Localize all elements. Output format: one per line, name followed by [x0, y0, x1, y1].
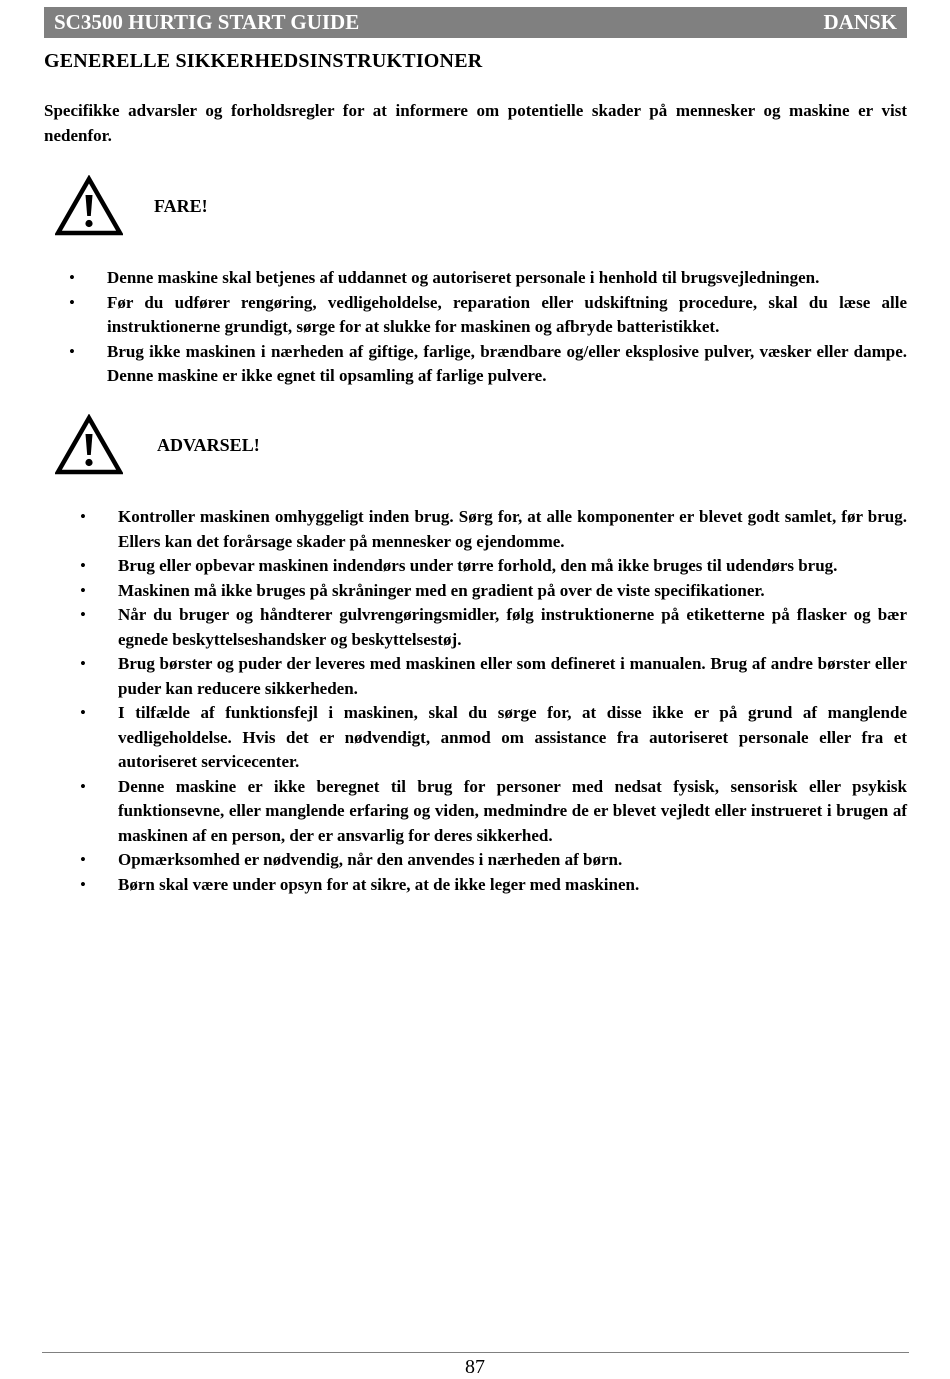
- fare-list: [107, 266, 907, 389]
- section-title: GENERELLE SIKKERHEDSINSTRUKTIONER: [44, 50, 483, 72]
- list-item: • Denne maskine skal betjenes af uddannet og autoriseret personale i henhold til brugsvejledningen.: [107, 266, 907, 291]
- list-item: • Opmærksomhed er nødvendig, når den anvendes i nærheden af børn.: [118, 848, 907, 873]
- list-item: • Denne maskine er ikke beregnet til brug for personer med nedsat fysisk, sensorisk eller psykisk funktionsevne, eller manglende erfaring og viden, medmindre de er blevet vejledt eller instrueret i brugen af maskinen af en person, der er ansvarlig for deres sikkerhed.: [118, 775, 907, 849]
- page-header: [44, 7, 907, 38]
- warning-triangle-icon: [55, 175, 123, 237]
- list-item: • Før du udfører rengøring, vedligeholdelse, reparation eller udskiftning procedure, skal du læse alle instruktionerne grundigt, sørge for at slukke for maskinen og afbryde batteristikket.: [107, 291, 907, 340]
- list-item: • Brug eller opbevar maskinen indendørs under tørre forhold, den må ikke bruges til udendørs brug.: [118, 554, 907, 579]
- advarsel-label: ADVARSEL!: [157, 435, 260, 455]
- language-label: DANSK: [823, 10, 897, 34]
- list-item: • Kontroller maskinen omhyggeligt inden brug. Sørg for, at alle komponenter er blevet godt samlet, før brug. Ellers kan det forårsage skader på mennesker og ejendomme.: [118, 505, 907, 554]
- list-item: • Maskinen må ikke bruges på skråninger med en gradient på over de viste specifikationer.: [118, 579, 907, 604]
- list-item: • Når du bruger og håndterer gulvrengøringsmidler, følg instruktionerne på etiketterne på flasker og bær egnede beskyttelseshandsker og beskyttelsestøj.: [118, 603, 907, 652]
- list-item: • Brug ikke maskinen i nærheden af giftige, farlige, brændbare og/eller eksplosive pulver, væsker eller dampe. Denne maskine er ikke egnet til opsamling af farlige pulvere.: [107, 340, 907, 389]
- advarsel-list: [118, 505, 907, 897]
- fare-label: FARE!: [154, 196, 208, 216]
- intro-paragraph: Specifikke advarsler og forholdsregler for at informere om potentielle skader på mennesker og maskine er vist nedenfor.: [44, 101, 907, 145]
- list-item: • I tilfælde af funktionsfejl i maskinen, skal du sørge for, at disse ikke er på grund af manglende vedligeholdelse. Hvis det er nødvendigt, anmod om assistance fra autoriseret personale eller fra et autoriseret servicecenter.: [118, 701, 907, 775]
- footer-divider: [42, 1352, 909, 1353]
- warning-triangle-icon: [55, 414, 123, 476]
- list-item: • Brug børster og puder der leveres med maskinen eller som defineret i manualen. Brug af andre børster eller puder kan reducere sikkerheden.: [118, 652, 907, 701]
- document-title: SC3500 HURTIG START GUIDE: [54, 10, 360, 34]
- list-item: • Børn skal være under opsyn for at sikre, at de ikke leger med maskinen.: [118, 873, 907, 898]
- page-number: 87: [465, 1356, 485, 1378]
